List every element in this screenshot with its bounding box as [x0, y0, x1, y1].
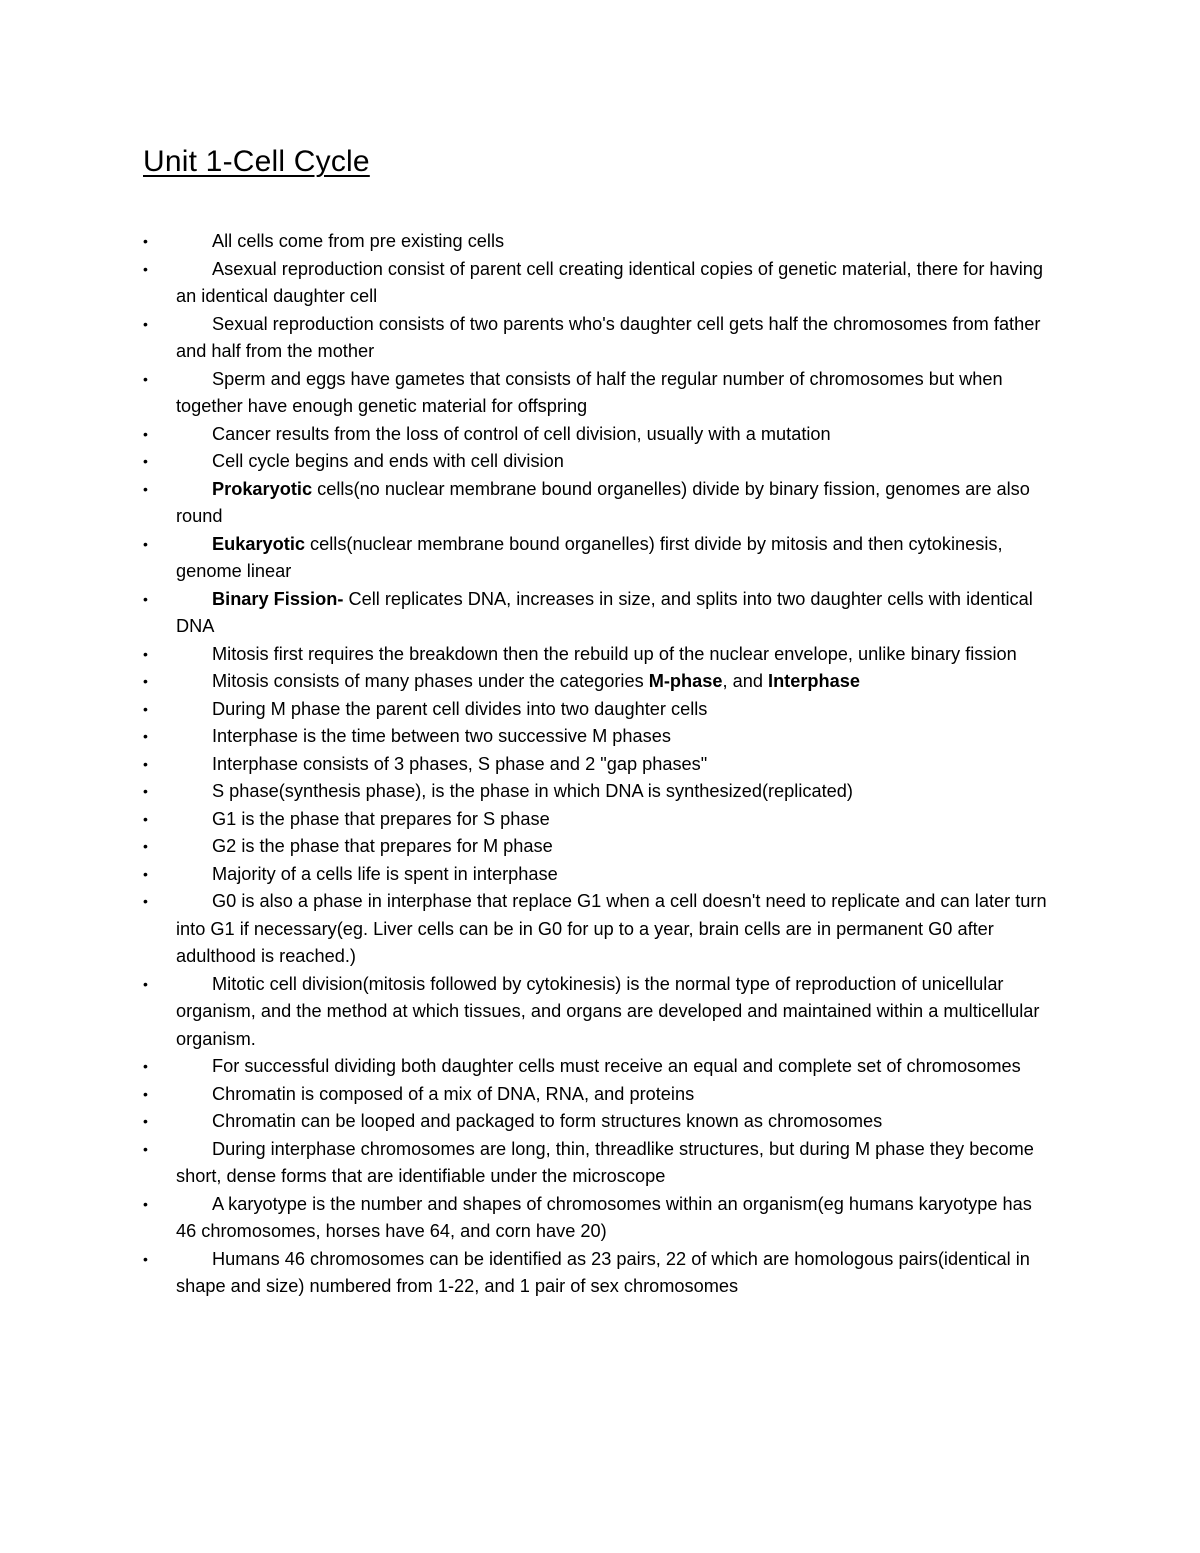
item-text: Cell cycle begins and ends with cell division: [212, 451, 564, 471]
list-item: [0, 971, 1056, 1054]
list-item: [0, 641, 1056, 669]
list-item: [0, 531, 1056, 586]
bullet-icon: •: [143, 370, 148, 387]
item-text: G0 is also a phase in interphase that replace G1 when a cell doesn't need to replicate and can later turn into G1 if necessary(eg. Liver cells can be in G0 for up to a year, brain cells are in permanent G0 after adulthood is reached.): [176, 891, 1047, 966]
bullet-icon: •: [143, 893, 148, 909]
list-item-text: [176, 259, 1043, 307]
bullet-icon: •: [143, 838, 148, 854]
list-item: [0, 806, 1056, 834]
bullet-icon: •: [143, 865, 148, 882]
list-item-text: [176, 1194, 1032, 1242]
bullet-icon: •: [143, 480, 148, 497]
bullet-list: [0, 228, 1200, 1301]
list-item-text: [176, 1056, 1021, 1076]
item-text: During M phase the parent cell divides into two daughter cells: [212, 698, 708, 719]
bold-term: Eukaryotic: [212, 533, 305, 554]
list-item: [0, 1246, 1056, 1301]
item-text: Mitosis first requires the breakdown then the rebuild up of the nuclear envelope, unlike binary fission: [212, 643, 1017, 664]
bullet-icon: •: [143, 233, 148, 249]
bold-term: Interphase: [768, 671, 860, 691]
bullet-icon: •: [143, 260, 148, 277]
item-text: G1 is the phase that prepares for S phase: [212, 808, 550, 829]
list-item-text: [176, 231, 504, 251]
bullet-icon: •: [143, 755, 148, 772]
item-text: Humans 46 chromosomes can be identified as 23 pairs, 22 of which are homologous pairs(identical in shape and size) numbered from 1-22, and 1 pair of sex chromosomes: [176, 1248, 1030, 1296]
list-item: [0, 311, 1056, 366]
item-text: Interphase is the time between two successive M phases: [212, 726, 671, 746]
bullet-icon: •: [143, 1085, 148, 1102]
list-item: [0, 833, 1056, 861]
list-item-text: [176, 1111, 882, 1131]
bold-term: Binary Fission-: [212, 588, 344, 609]
bold-term: M-phase: [648, 671, 723, 691]
list-item: [0, 256, 1056, 311]
list-item-text: [176, 479, 1030, 527]
list-item: [0, 1053, 1056, 1081]
list-item: [0, 228, 1056, 256]
item-text: Chromatin is composed of a mix of DNA, RNA, and proteins: [212, 1083, 695, 1104]
bullet-icon: •: [143, 1140, 148, 1157]
item-text: Interphase consists of 3 phases, S phase and 2 "gap phases": [212, 753, 708, 774]
list-item-text: [176, 726, 671, 746]
item-text: All cells come from pre existing cells: [212, 231, 505, 251]
list-item-text: [176, 891, 1047, 966]
list-item: [0, 448, 1056, 476]
item-text: Mitosis consists of many phases under the categories: [212, 671, 649, 691]
bullet-icon: •: [143, 728, 148, 744]
list-item-text: [176, 754, 707, 774]
item-text: Sexual reproduction consists of two parents who's daughter cell gets half the chromosomes from father and half from the mother: [176, 313, 1041, 361]
list-item-text: [176, 1139, 1034, 1187]
item-text: Chromatin can be looped and packaged to form structures known as chromosomes: [212, 1111, 883, 1131]
item-text: Cell replicates DNA, increases in size, and splits into two daughter cells with identical DNA: [176, 588, 1033, 636]
list-item-text: [176, 671, 860, 691]
list-item: [0, 668, 1056, 696]
list-item-text: [176, 809, 550, 829]
item-text: Asexual reproduction consist of parent cell creating identical copies of genetic material, there for having an identical daughter cell: [176, 258, 1044, 306]
list-item-text: [176, 369, 1003, 417]
list-item: [0, 751, 1056, 779]
list-item: [0, 586, 1056, 641]
page-title: Unit 1-Cell Cycle: [143, 145, 370, 178]
bullet-icon: •: [143, 1058, 148, 1074]
list-item-text: [176, 864, 558, 884]
item-text: cells(nuclear membrane bound organelles) first divide by mitosis and then cytokinesis, genome linear: [176, 533, 1003, 581]
list-item-text: [176, 1084, 694, 1104]
list-item-text: [176, 974, 1039, 1049]
bullet-icon: •: [143, 783, 148, 799]
list-item-text: [176, 644, 1017, 664]
item-text: cells(no nuclear membrane bound organelles) divide by binary fission, genomes are also round: [176, 478, 1030, 526]
bold-term: Prokaryotic: [212, 478, 313, 499]
bullet-icon: •: [143, 673, 148, 689]
list-item-text: [176, 424, 831, 444]
list-item-text: [176, 314, 1040, 362]
list-item-text: [176, 1249, 1030, 1297]
bullet-icon: •: [143, 1250, 148, 1267]
list-item: [0, 476, 1056, 531]
item-text: A karyotype is the number and shapes of chromosomes within an organism(eg humans karyotype has 46 chromosomes, horses have 64, and corn have 20): [176, 1193, 1032, 1241]
bullet-icon: •: [143, 590, 148, 607]
list-item: [0, 1081, 1056, 1109]
item-text: S phase(synthesis phase), is the phase in which DNA is synthesized(replicated): [212, 781, 853, 801]
list-item-text: [176, 699, 707, 719]
bullet-icon: •: [143, 645, 148, 662]
item-text: Mitotic cell division(mitosis followed by cytokinesis) is the normal type of reproduction of unicellular organism, and the method at which tissues, and organs are developed and maintained within a multicellular organism.: [176, 973, 1040, 1049]
bullet-icon: •: [143, 1195, 148, 1212]
list-item: [0, 1191, 1056, 1246]
item-text: During interphase chromosomes are long, thin, threadlike structures, but during M phase they become short, dense forms that are identifiable under the microscope: [176, 1138, 1034, 1186]
bullet-icon: •: [143, 425, 148, 442]
item-text: , and: [722, 671, 769, 691]
list-item-text: [176, 534, 1003, 582]
bullet-icon: •: [143, 810, 148, 827]
bullet-icon: •: [143, 453, 148, 469]
list-item-text: [176, 589, 1033, 637]
list-item: [0, 421, 1056, 449]
list-item: [0, 696, 1056, 724]
list-item-text: [176, 781, 853, 801]
bullet-icon: •: [143, 975, 148, 992]
list-item: [0, 723, 1056, 751]
bullet-icon: •: [143, 1113, 148, 1129]
list-item: [0, 366, 1056, 421]
list-item-text: [176, 451, 564, 471]
item-text: Cancer results from the loss of control of cell division, usually with a mutation: [212, 423, 831, 444]
item-text: G2 is the phase that prepares for M phase: [212, 836, 553, 856]
bullet-icon: •: [143, 700, 148, 717]
item-text: Majority of a cells life is spent in interphase: [212, 863, 558, 884]
list-item: [0, 888, 1056, 971]
bullet-icon: •: [143, 535, 148, 552]
list-item: [0, 778, 1056, 806]
item-text: Sperm and eggs have gametes that consists of half the regular number of chromosomes but when together have enough genetic material for offspring: [176, 368, 1003, 416]
item-text: For successful dividing both daughter cells must receive an equal and complete set of chromosomes: [212, 1056, 1021, 1076]
list-item: [0, 1108, 1056, 1136]
bullet-icon: •: [143, 315, 148, 332]
list-item: [0, 1136, 1056, 1191]
list-item-text: [176, 836, 553, 856]
list-item: [0, 861, 1056, 889]
